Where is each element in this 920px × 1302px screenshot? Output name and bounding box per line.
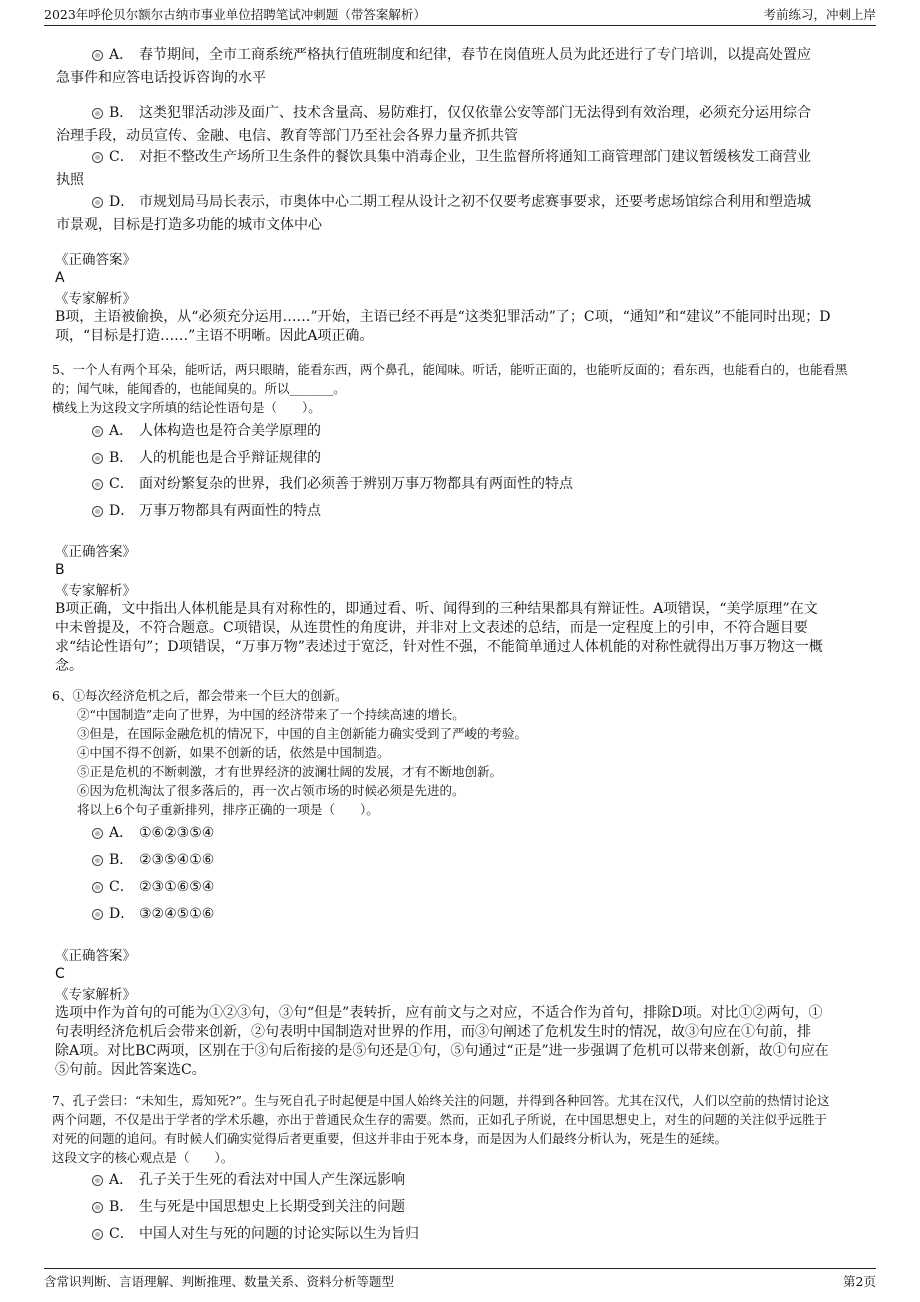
q6-option-b[interactable]: B． ②③⑤④①⑥: [92, 849, 868, 872]
q5-answer: B: [55, 562, 65, 578]
page-footer: [44, 1268, 876, 1293]
radio-icon[interactable]: [92, 50, 103, 61]
q6-sentence: ④中国不得不创新，如果不创新的话，依然是中国制造。: [77, 745, 390, 760]
q5-answer-label: 《正确答案》: [55, 544, 136, 560]
q4-option-a[interactable]: A． 春节期间，全市工商系统严格执行值班制度和纪律，春节在岗值班人员为此还进行了专门培训，以提高处置应 急事件和应答电话投诉咨询的水平: [56, 47, 811, 86]
radio-icon[interactable]: [92, 828, 103, 839]
q6-analysis-label: 《专家解析》: [55, 987, 136, 1003]
q6-option-d[interactable]: D． ③②④⑤①⑥: [92, 903, 868, 926]
footer-note: 含常识判断、言语理解、判断推理、数量关系、资料分析等题型: [44, 1274, 395, 1289]
radio-icon[interactable]: [92, 1202, 103, 1213]
radio-icon[interactable]: [92, 152, 103, 163]
q5-analysis: B项正确，文中指出人体机能是具有对称性的，即通过看、听、闻得到的三种结果都具有辩证性。A项错误，“美学原理”在文 中未曾提及，不符合题意。C项错误，从连贯性的角度讲，并非对上文表述的总结，而是一定程度上的引申，不符合题目要 求“结论性语句”；D项错误，“万事万物”表述过于宽泛，针对性不强，不能简单通过人体机能的对称性就得出万事万物这一概 念。: [55, 601, 823, 674]
q7-option-c[interactable]: C． 中国人对生与死的问题的讨论实际以生为旨归: [92, 1223, 868, 1246]
q7-option-a[interactable]: A． 孔子关于生死的看法对中国人产生深远影响: [92, 1169, 868, 1192]
radio-icon[interactable]: [92, 108, 103, 119]
radio-icon[interactable]: [92, 197, 103, 208]
page-header: [44, 0, 876, 26]
q7-option-b[interactable]: B． 生与死是中国思想史上长期受到关注的问题: [92, 1196, 868, 1219]
q6-question: 将以上6个句子重新排列，排序正确的一项是（ ）。: [77, 802, 379, 817]
q4-analysis: B项，主语被偷换，从“必须充分运用……”开始，主语已经不再是“这类犯罪活动”了；C项，“通知”和“建议”不能同时出现；D 项，“目标是打造……”主语不明晰。因此A项正确。: [55, 309, 831, 344]
header-title: 2023年呼伦贝尔额尔古纳市事业单位招聘笔试冲刺题（带答案解析）: [44, 7, 426, 22]
q6-stem: 6、①每次经济危机之后，都会带来一个巨大的创新。: [52, 688, 348, 703]
q4-option-b[interactable]: B． 这类犯罪活动涉及面广、技术含量高、易防难打，仅仅依靠公安等部门无法得到有效治理，必须充分运用综合 治理手段，动员宣传、金融、电信、教育等部门乃至社会各界力量齐抓共管: [56, 105, 811, 144]
radio-icon[interactable]: [92, 426, 103, 437]
q4-analysis-label: 《专家解析》: [55, 291, 136, 307]
q4-option-c[interactable]: C． 对拒不整改生产场所卫生条件的餐饮具集中消毒企业，卫生监督所将通知工商管理部门建议暂缓核发工商营业 执照: [56, 149, 811, 188]
q6-option-a[interactable]: A． ①⑥②③⑤④: [92, 822, 868, 845]
q5-option-d[interactable]: D． 万事万物都具有两面性的特点: [92, 500, 868, 523]
q4-answer-label: 《正确答案》: [55, 252, 136, 268]
radio-icon[interactable]: [92, 453, 103, 464]
q6-sentence: ⑤正是危机的不断刺激，才有世界经济的波澜壮阔的发展，才有不断地创新。: [77, 764, 503, 779]
q6-answer: C: [55, 966, 65, 982]
q6-sentence: ②“中国制造”走向了世界，为中国的经济带来了一个持续高速的增长。: [77, 707, 465, 722]
q6-sentence: ⑥因为危机淘汰了很多落后的，再一次占领市场的时候必须是先进的。: [77, 783, 465, 798]
q4-option-d[interactable]: D． 市规划局马局长表示，市奥体中心二期工程从设计之初不仅要考虑赛事要求，还要考虑场馆综合利用和塑造城 市景观，目标是打造多功能的城市文体中心: [56, 194, 811, 233]
q5-option-b[interactable]: B． 人的机能也是合乎辩证规律的: [92, 447, 868, 470]
q5-option-a[interactable]: A． 人体构造也是符合美学原理的: [92, 420, 868, 443]
q7-stem: 7、孔子尝曰：“未知生，焉知死?”。生与死自孔子时起便是中国人始终关注的问题，并得到各种回答。尤其在汉代，人们以空前的热情讨论这 两个问题，不仅是出于学者的学术乐趣，亦出于普通民众生存的需要。然而，正如孔子所说，在中国思想史上，对生的问题的关注似乎远胜于 对死的问题的追问。有时候人们确实觉得后者更重要，但这并非由于死本身，而是因为人们最终分析认为，死是生的延续。 这段文字的核心观点是（ ）。: [52, 1093, 830, 1165]
q6-option-c[interactable]: C． ②③①⑥⑤④: [92, 876, 868, 899]
q6-analysis: 选项中作为首句的可能为①②③句，③句“但是”表转折，应有前文与之对应，不适合作为首句，排除D项。对比①②两句，① 句表明经济危机后会带来创新，②句表明中国制造对世界的作用，而③句阐述了危机发生时的情况，故③句应在①句前，排 除A项。对比BC两项，区别在于③句后衔接的是⑤句还是①句，⑤句通过“正是”进一步强调了危机可以带来创新，故①句应在 ⑤句前。因此答案选C。: [55, 1005, 829, 1078]
radio-icon[interactable]: [92, 1229, 103, 1240]
radio-icon[interactable]: [92, 1175, 103, 1186]
radio-icon[interactable]: [92, 909, 103, 920]
q5-stem: 5、一个人有两个耳朵，能听话，两只眼睛，能看东西，两个鼻孔，能闻味。听话，能听正面的，也能听反面的；看东西，也能看白的，也能看黑 的；闻气味，能闻香的，也能闻臭的。所以_______。 横线上为这段文字所填的结论性语句是（ ）。: [52, 362, 848, 415]
q5-analysis-label: 《专家解析》: [55, 583, 136, 599]
radio-icon[interactable]: [92, 882, 103, 893]
q5-option-c[interactable]: C． 面对纷繁复杂的世界，我们必须善于辨别万事万物都具有两面性的特点: [92, 473, 868, 496]
q4-answer: A: [55, 270, 65, 286]
header-slogan: 考前练习，冲刺上岸: [763, 7, 876, 22]
page-number: 第2页: [843, 1274, 876, 1289]
radio-icon[interactable]: [92, 479, 103, 490]
radio-icon[interactable]: [92, 855, 103, 866]
q6-sentence: ③但是，在国际金融危机的情况下，中国的自主创新能力确实受到了严峻的考验。: [77, 726, 528, 741]
radio-icon[interactable]: [92, 506, 103, 517]
q6-answer-label: 《正确答案》: [55, 948, 136, 964]
